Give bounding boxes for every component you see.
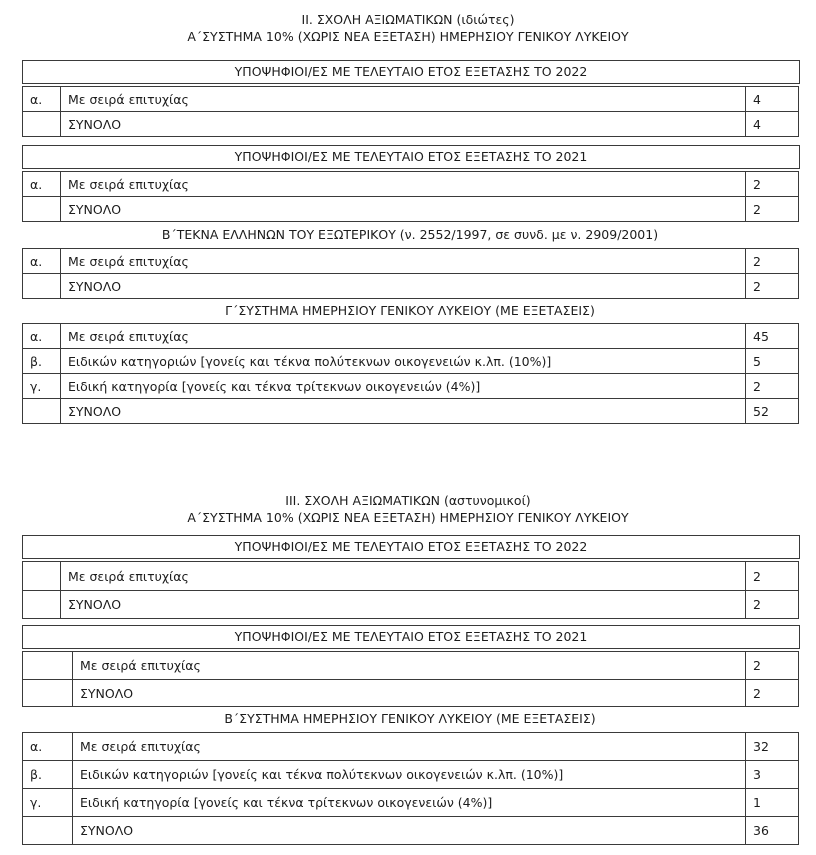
row-value: 36 [746, 817, 799, 845]
table-row [23, 324, 799, 349]
row-code [23, 817, 73, 845]
results-table [22, 732, 799, 845]
row-code [23, 399, 61, 424]
table-row [23, 87, 799, 112]
results-table [22, 651, 799, 707]
row-value: 2 [746, 249, 799, 274]
row-value: 3 [746, 761, 799, 789]
row-value: 2 [746, 680, 799, 707]
row-label: ΣΥΝΟΛΟ [73, 817, 746, 845]
table-row [23, 652, 799, 680]
row-label: ΣΥΝΟΛΟ [61, 591, 746, 619]
row-code [23, 652, 73, 680]
row-label: Με σειρά επιτυχίας [61, 249, 746, 274]
row-value: 5 [746, 349, 799, 374]
table-row [23, 274, 799, 299]
row-label: Με σειρά επιτυχίας [73, 652, 746, 680]
row-value: 2 [746, 197, 799, 222]
row-label: Με σειρά επιτυχίας [61, 324, 746, 349]
row-code: β. [23, 349, 61, 374]
table-row [23, 761, 799, 789]
row-code: γ. [23, 374, 61, 399]
row-label: ΣΥΝΟΛΟ [61, 399, 746, 424]
table-title: Β΄ΣΥΣΤΗΜΑ ΗΜΕΡΗΣΙΟΥ ΓΕΝΙΚΟΥ ΛΥΚΕΙΟΥ (ΜΕ ΕΞΕΤΑΣΕΙΣ) [224, 711, 596, 726]
row-value: 2 [746, 591, 799, 619]
row-value: 45 [746, 324, 799, 349]
table-title: ΥΠΟΨΗΦΙΟΙ/ΕΣ ΜΕ ΤΕΛΕΥΤΑΙΟ ΕΤΟΣ ΕΞΕΤΑΣΗΣ ΤΟ 2022 [22, 535, 800, 559]
table-row [23, 374, 799, 399]
table-row [23, 591, 799, 619]
row-code: α. [23, 733, 73, 761]
row-label: Με σειρά επιτυχίας [61, 172, 746, 197]
row-code [23, 112, 61, 137]
row-value: 2 [746, 374, 799, 399]
table-title: ΥΠΟΨΗΦΙΟΙ/ΕΣ ΜΕ ΤΕΛΕΥΤΑΙΟ ΕΤΟΣ ΕΞΕΤΑΣΗΣ ΤΟ 2021 [22, 625, 800, 649]
row-value: 4 [746, 87, 799, 112]
row-code [23, 274, 61, 299]
row-label: Ειδική κατηγορία [γονείς και τέκνα τρίτεκνων οικογενειών (4%)] [73, 789, 746, 817]
row-code: γ. [23, 789, 73, 817]
section-heading: II. ΣΧΟΛΗ ΑΞΙΩΜΑΤΙΚΩΝ (ιδιώτες) [301, 12, 515, 27]
results-table [22, 248, 799, 299]
row-value: 32 [746, 733, 799, 761]
table-row [23, 399, 799, 424]
table-title: Β΄ΤΕΚΝΑ ΕΛΛΗΝΩΝ ΤΟΥ ΕΞΩΤΕΡΙΚΟΥ (ν. 2552/1997, σε συνδ. με ν. 2909/2001) [161, 227, 659, 242]
results-table [22, 323, 799, 424]
table-title: ΥΠΟΨΗΦΙΟΙ/ΕΣ ΜΕ ΤΕΛΕΥΤΑΙΟ ΕΤΟΣ ΕΞΕΤΑΣΗΣ ΤΟ 2022 [22, 60, 800, 84]
results-table [22, 561, 799, 619]
row-code: α. [23, 249, 61, 274]
row-code: α. [23, 172, 61, 197]
row-code: α. [23, 87, 61, 112]
row-code [23, 562, 61, 591]
table-row [23, 789, 799, 817]
table-row [23, 349, 799, 374]
row-label: Με σειρά επιτυχίας [61, 562, 746, 591]
row-value: 52 [746, 399, 799, 424]
row-label: ΣΥΝΟΛΟ [61, 112, 746, 137]
section-subheading: Α΄ΣΥΣΤΗΜΑ 10% (ΧΩΡΙΣ ΝΕΑ ΕΞΕΤΑΣΗ) ΗΜΕΡΗΣΙΟΥ ΓΕΝΙΚΟΥ ΛΥΚΕΙΟΥ [187, 29, 629, 44]
row-code: α. [23, 324, 61, 349]
section-heading: III. ΣΧΟΛΗ ΑΞΙΩΜΑΤΙΚΩΝ (αστυνομικοί) [285, 493, 531, 508]
row-label: ΣΥΝΟΛΟ [61, 274, 746, 299]
row-code [23, 591, 61, 619]
row-code [23, 680, 73, 707]
row-value: 4 [746, 112, 799, 137]
row-value: 2 [746, 274, 799, 299]
row-value: 2 [746, 562, 799, 591]
table-row [23, 562, 799, 591]
table-row [23, 733, 799, 761]
results-table [22, 86, 799, 137]
row-label: Ειδικών κατηγοριών [γονείς και τέκνα πολύτεκνων οικογενειών κ.λπ. (10%)] [73, 761, 746, 789]
row-value: 2 [746, 172, 799, 197]
results-table [22, 171, 799, 222]
row-label: ΣΥΝΟΛΟ [61, 197, 746, 222]
table-title: Γ΄ΣΥΣΤΗΜΑ ΗΜΕΡΗΣΙΟΥ ΓΕΝΙΚΟΥ ΛΥΚΕΙΟΥ (ΜΕ ΕΞΕΤΑΣΕΙΣ) [225, 303, 595, 318]
row-label: Με σειρά επιτυχίας [61, 87, 746, 112]
row-code: β. [23, 761, 73, 789]
table-title: ΥΠΟΨΗΦΙΟΙ/ΕΣ ΜΕ ΤΕΛΕΥΤΑΙΟ ΕΤΟΣ ΕΞΕΤΑΣΗΣ ΤΟ 2021 [22, 145, 800, 169]
row-code [23, 197, 61, 222]
table-row [23, 172, 799, 197]
row-value: 1 [746, 789, 799, 817]
table-row [23, 817, 799, 845]
row-label: Ειδικών κατηγοριών [γονείς και τέκνα πολύτεκνων οικογενειών κ.λπ. (10%)] [61, 349, 746, 374]
section-subheading: Α΄ΣΥΣΤΗΜΑ 10% (ΧΩΡΙΣ ΝΕΑ ΕΞΕΤΑΣΗ) ΗΜΕΡΗΣΙΟΥ ΓΕΝΙΚΟΥ ΛΥΚΕΙΟΥ [187, 510, 629, 525]
table-row [23, 249, 799, 274]
table-row [23, 680, 799, 707]
table-row [23, 197, 799, 222]
table-row [23, 112, 799, 137]
row-label: Ειδική κατηγορία [γονείς και τέκνα τρίτεκνων οικογενειών (4%)] [61, 374, 746, 399]
row-value: 2 [746, 652, 799, 680]
row-label: Με σειρά επιτυχίας [73, 733, 746, 761]
row-label: ΣΥΝΟΛΟ [73, 680, 746, 707]
